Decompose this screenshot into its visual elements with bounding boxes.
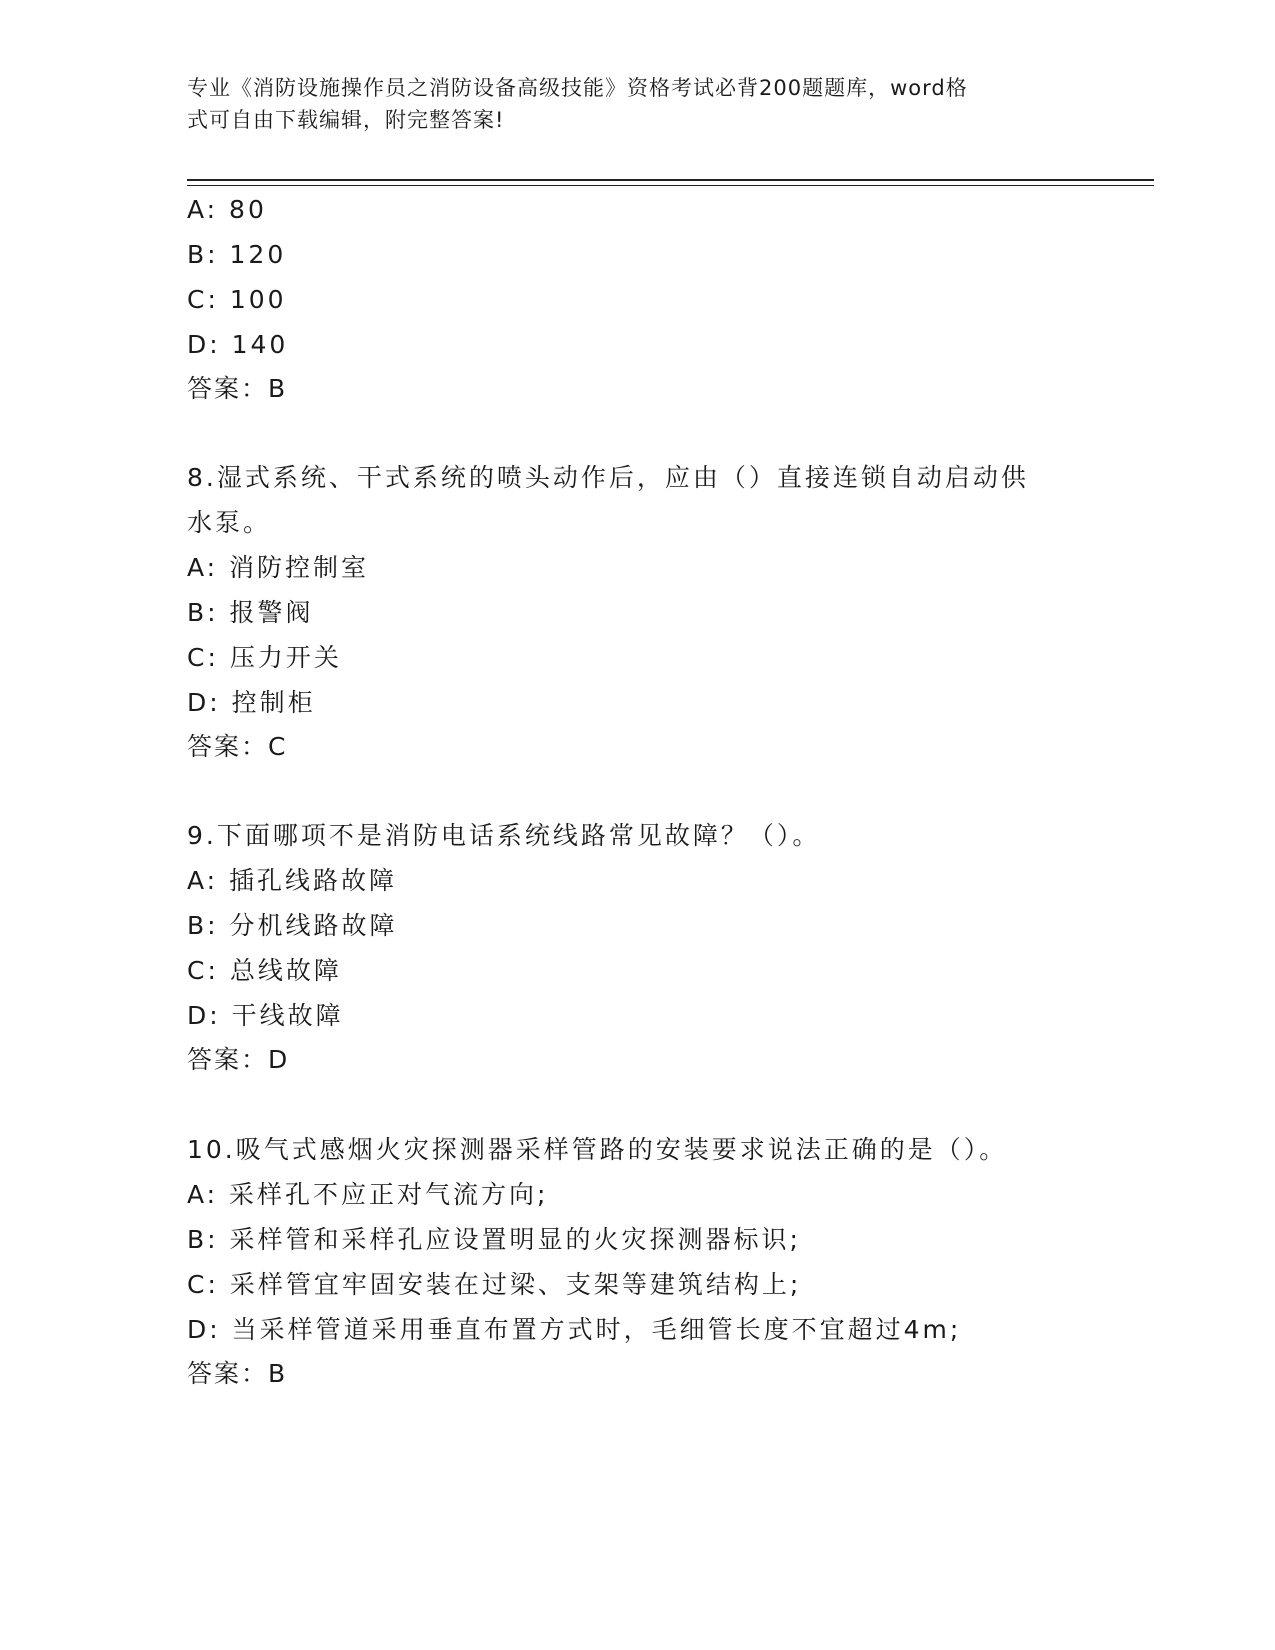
q8-answer [187, 731, 286, 763]
header-line-2: 式可自由下载编辑，附完整答案! [187, 108, 505, 132]
answer-label: 答案： [187, 374, 269, 403]
q9-option-c: C: 总线故障 [187, 956, 342, 985]
q7-option-a: A: 80 [187, 195, 267, 224]
q9-option-d: D: 干线故障 [187, 1001, 344, 1030]
q10-option-c: C: 采样管宜牢固安装在过梁、支架等建筑结构上; [187, 1270, 802, 1299]
answer-label: 答案： [187, 1359, 269, 1388]
q9-option-b: B: 分机线路故障 [187, 911, 398, 940]
q9-stem-line-1: 9.下面哪项不是消防电话系统线路常见故障？（）。 [187, 821, 821, 850]
answer-label: 答案： [187, 732, 269, 761]
header-line-1: 专业《消防设施操作员之消防设备高级技能》资格考试必背200题题库，word格 [187, 76, 968, 100]
q10-option-d: D: 当采样管道采用垂直布置方式时，毛细管长度不宜超过4m; [187, 1315, 962, 1344]
q8-stem-line-1: 8.湿式系统、干式系统的喷头动作后，应由（）直接连锁自动启动供 [187, 463, 1029, 492]
q9-answer [187, 1044, 288, 1076]
q8-stem-line-2: 水泵。 [187, 508, 272, 537]
q8-option-a: A: 消防控制室 [187, 553, 370, 582]
q7-option-c: C: 100 [187, 285, 287, 314]
q10-stem-line-1: 10.吸气式感烟火灾探测器采样管路的安装要求说法正确的是（）。 [187, 1135, 1008, 1164]
answer-value: D [268, 1045, 289, 1074]
q8-option-d: D: 控制柜 [187, 688, 316, 717]
q8-option-b: B: 报警阀 [187, 598, 314, 627]
q8-option-c: C: 压力开关 [187, 643, 342, 672]
q7-option-d: D: 140 [187, 330, 289, 359]
q7-answer [187, 373, 286, 405]
answer-value: B [268, 374, 287, 403]
q7-option-b: B: 120 [187, 240, 287, 269]
q10-answer [187, 1358, 286, 1390]
q10-option-a: A: 采样孔不应正对气流方向; [187, 1180, 549, 1209]
answer-value: B [268, 1359, 287, 1388]
q9-option-a: A: 插孔线路故障 [187, 866, 398, 895]
q10-option-b: B: 采样管和采样孔应设置明显的火灾探测器标识; [187, 1225, 801, 1254]
header-divider-thick [187, 179, 1154, 181]
document-header [187, 72, 1067, 136]
answer-label: 答案： [187, 1045, 269, 1074]
header-divider-thin [187, 185, 1154, 186]
answer-value: C [268, 732, 287, 761]
